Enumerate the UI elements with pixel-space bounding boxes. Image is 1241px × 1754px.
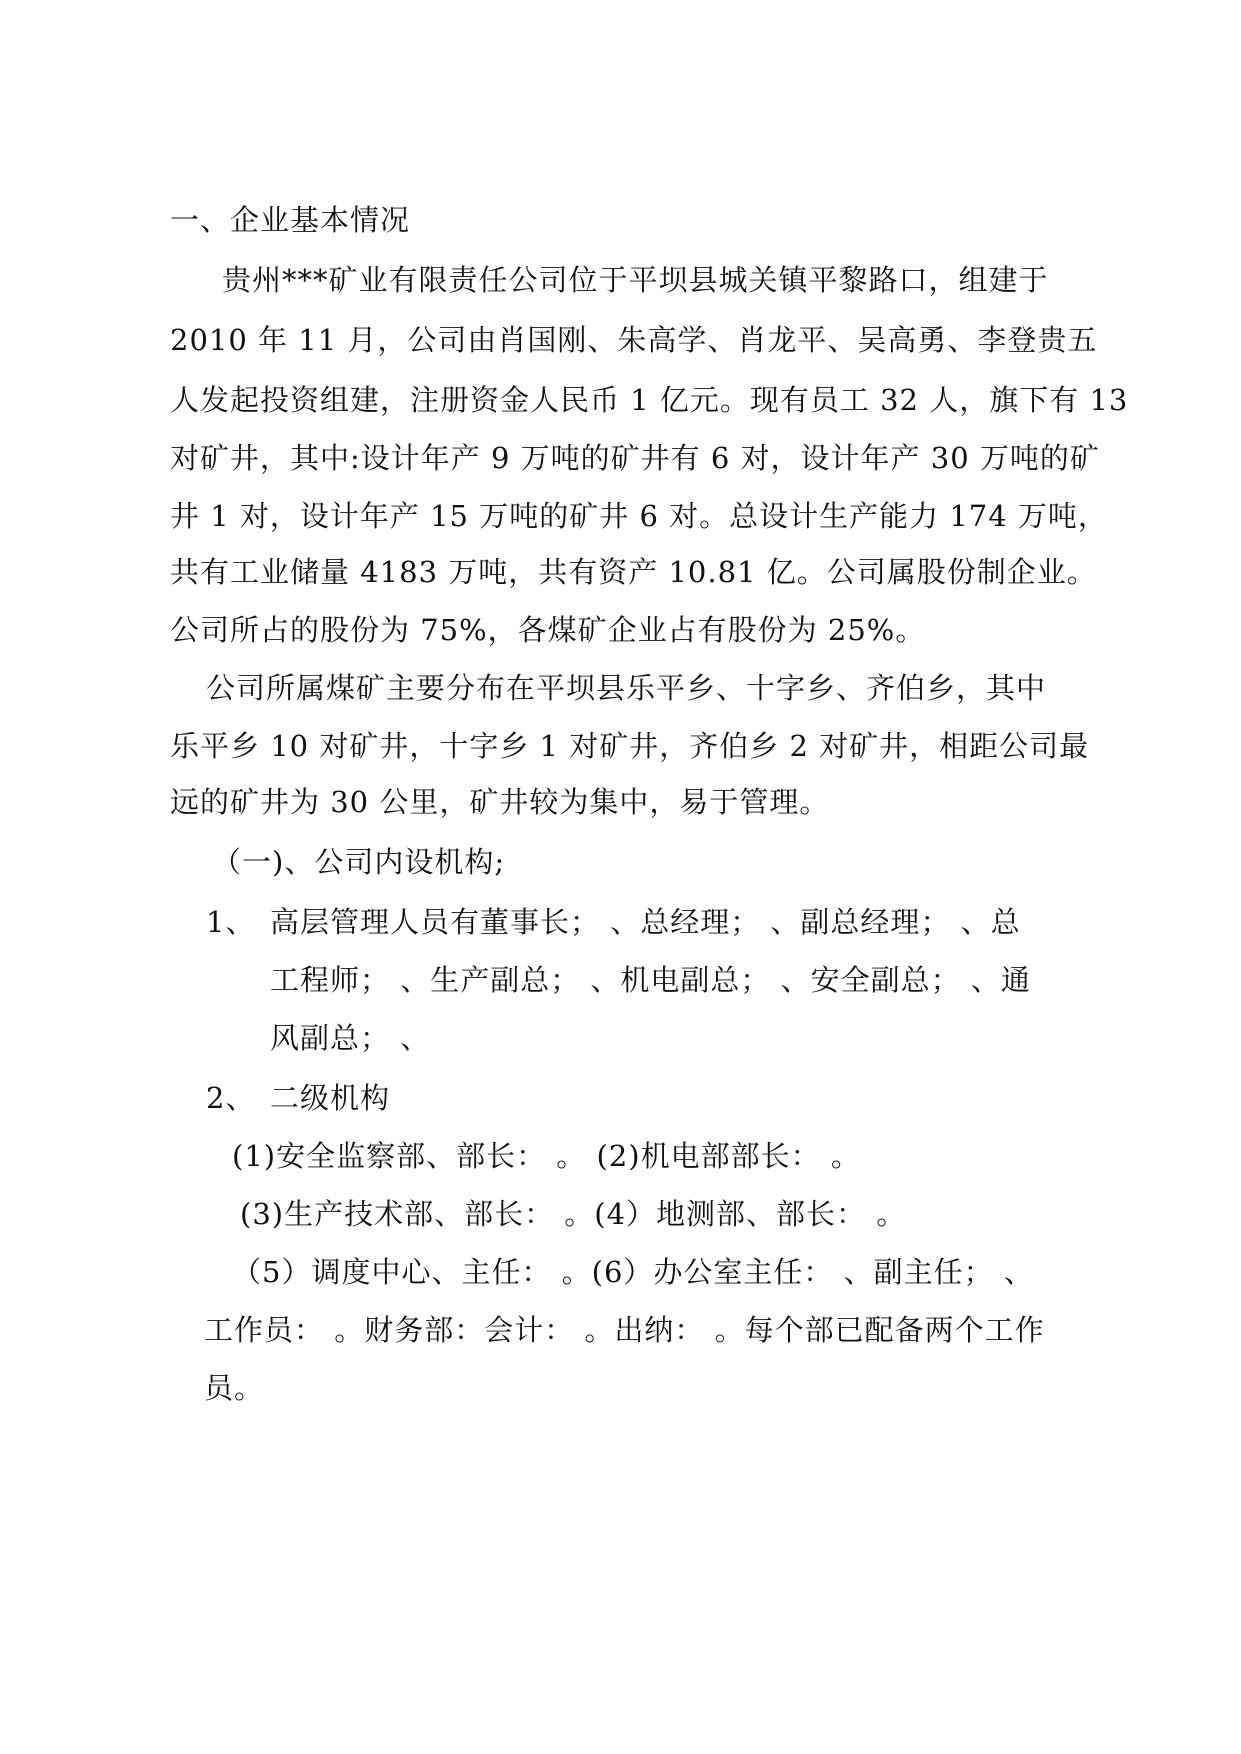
- paragraph-line: 贵州***矿业有限责任公司位于平坝县城关镇平黎路口，组建于: [222, 263, 1049, 297]
- department-line: （5）调度中心、主任： 。(6）办公室主任： 、副主任； 、: [232, 1255, 1034, 1289]
- paragraph-line: 人发起投资组建，注册资金人民币 1 亿元。现有员工 32 人，旗下有 13: [170, 383, 1129, 417]
- subsection-title: （一)、公司内设机构;: [212, 845, 506, 879]
- list-number: 2、: [206, 1081, 256, 1115]
- list-item-line: 风副总； 、: [270, 1021, 431, 1055]
- paragraph-line: 公司所属煤矿主要分布在平坝县乐平乡、十字乡、齐伯乡，其中: [206, 671, 1047, 705]
- paragraph-line: 共有工业储量 4183 万吨，共有资产 10.81 亿。公司属股份制企业。: [170, 555, 1097, 589]
- department-line: (1)安全监察部、部长： 。 (2)机电部部长： 。: [232, 1139, 861, 1173]
- paragraph-line: 远的矿井为 30 公里，矿井较为集中，易于管理。: [170, 785, 830, 819]
- list-item-line: 工程师； 、生产副总； 、机电副总； 、安全副总； 、通: [270, 963, 1031, 997]
- list-number: 1、: [206, 905, 256, 939]
- section-title: 一、企业基本情况: [170, 203, 411, 237]
- paragraph-line: 井 1 对，设计年产 15 万吨的矿井 6 对。总设计生产能力 174 万吨，: [170, 499, 1108, 533]
- department-line: 工作员： 。财务部：会计： 。出纳： 。每个部已配备两个工作: [204, 1313, 1045, 1347]
- paragraph-line: 2010 年 11 月，公司由肖国刚、朱高学、肖龙平、吴高勇、李登贵五: [170, 323, 1098, 357]
- list-item-line: 高层管理人员有董事长； 、总经理； 、副总经理； 、总: [270, 905, 1021, 939]
- paragraph-line: 乐平乡 10 对矿井，十字乡 1 对矿井，齐伯乡 2 对矿井，相距公司最: [170, 729, 1090, 763]
- paragraph-line: 对矿井，其中:设计年产 9 万吨的矿井有 6 对，设计年产 30 万吨的矿: [170, 441, 1100, 475]
- paragraph-line: 公司所占的股份为 75%，各煤矿企业占有股份为 25%。: [170, 613, 926, 647]
- department-line: 员。: [204, 1371, 265, 1405]
- department-line: (3)生产技术部、部长： 。(4）地测部、部长： 。: [240, 1197, 907, 1231]
- list-item-title: 二级机构: [270, 1081, 391, 1115]
